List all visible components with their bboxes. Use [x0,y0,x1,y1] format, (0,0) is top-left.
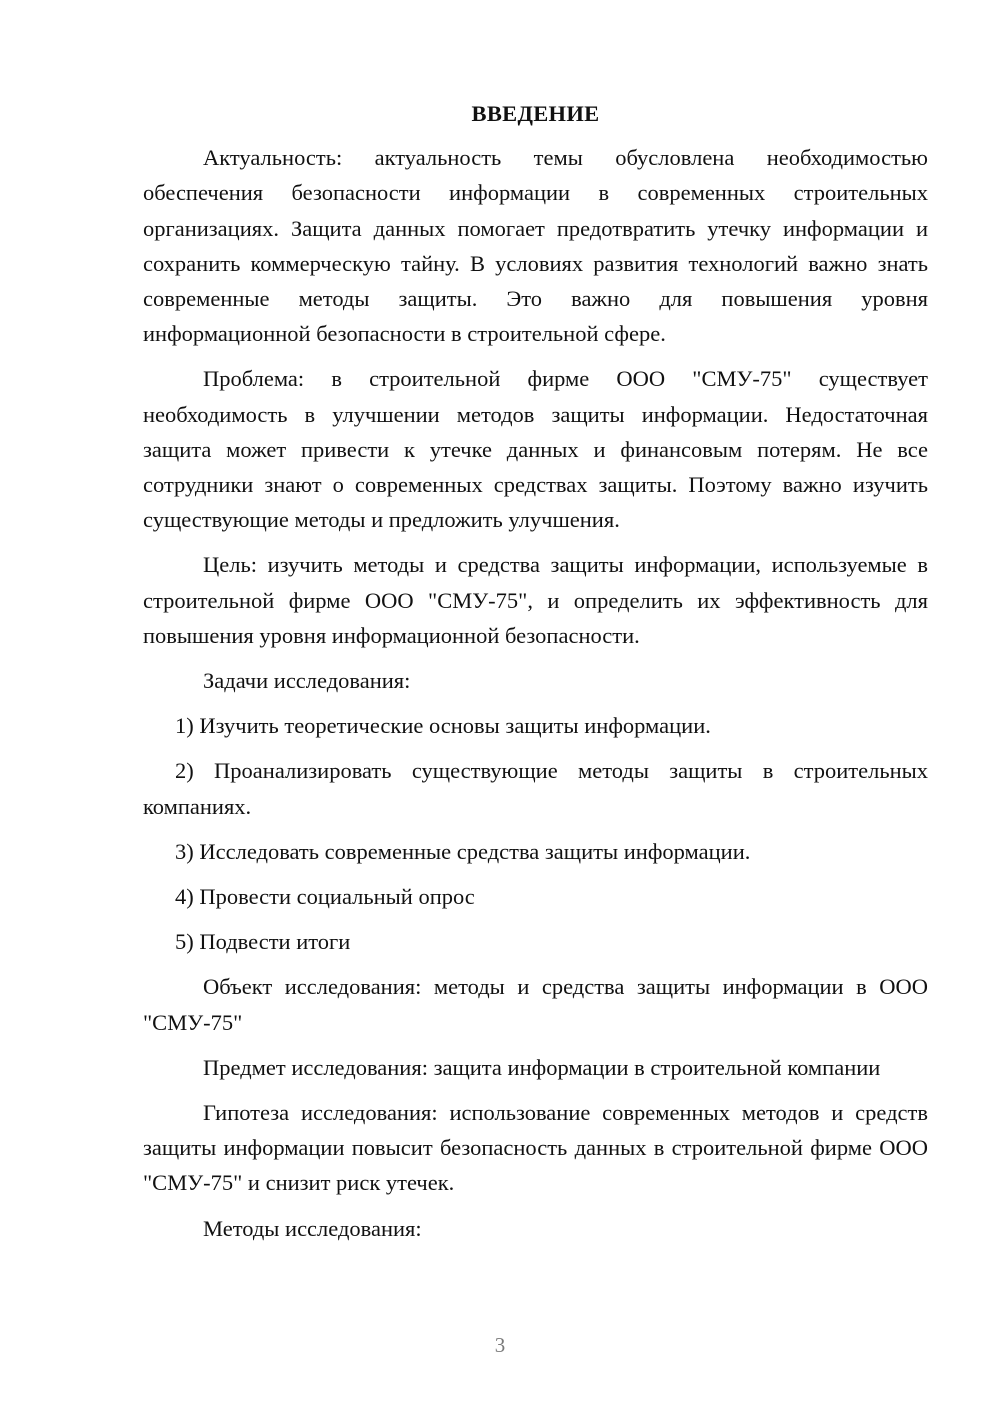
task-item-4: 4) Провести социальный опрос [175,884,475,910]
page-number: 3 [494,1333,506,1357]
paragraph-relevance: Актуальность: актуальность темы обусловлена необходимостью обеспечения безопасности информации в современных строительных организациях. Защита данных помогает предотвратить утечку информации и сохранить коммерческую тайну. В условиях развития технологий важно знать современные методы защиты. Это важно для повышения уровня информационной безопасности в строительной сфере. [143,145,928,347]
paragraph-problem: Проблема: в строительной фирме ООО "СМУ-75" существует необходимость в улучшении методов защиты информации. Недостаточная защита может привести к утечке данных и финансовым потерям. Не все сотрудники знают о современных средствах защиты. Поэтому важно изучить существующие методы и предложить улучшения. [143,366,928,533]
task-item-2: 2) Проанализировать существующие методы защиты в строительных компаниях. [143,758,928,819]
paragraph-goal: Цель: изучить методы и средства защиты информации, используемые в строительной фирме ООО "СМУ-75", и определить их эффективность для повышения уровня информационной безопасности. [143,552,928,648]
paragraph-tasks-heading: Задачи исследования: [203,668,411,694]
task-item-1: 1) Изучить теоретические основы защиты информации. [175,713,711,739]
task-item-5: 5) Подвести итоги [175,929,351,955]
task-item-3: 3) Исследовать современные средства защиты информации. [175,838,751,864]
paragraph-methods: Методы исследования: [203,1215,422,1241]
paragraph-hypothesis: Гипотеза исследования: использование современных методов и средств защиты информации повысит безопасность данных в строительной фирме ООО "СМУ-75" и снизит риск утечек. [143,1100,928,1196]
paragraph-object: Объект исследования: методы и средства защиты информации в ООО "СМУ-75" [143,974,928,1035]
document-page [143,96,928,1256]
section-title: ВВЕДЕНИЕ [471,101,600,126]
paragraph-subject: Предмет исследования: защита информации в строительной компании [203,1054,881,1080]
